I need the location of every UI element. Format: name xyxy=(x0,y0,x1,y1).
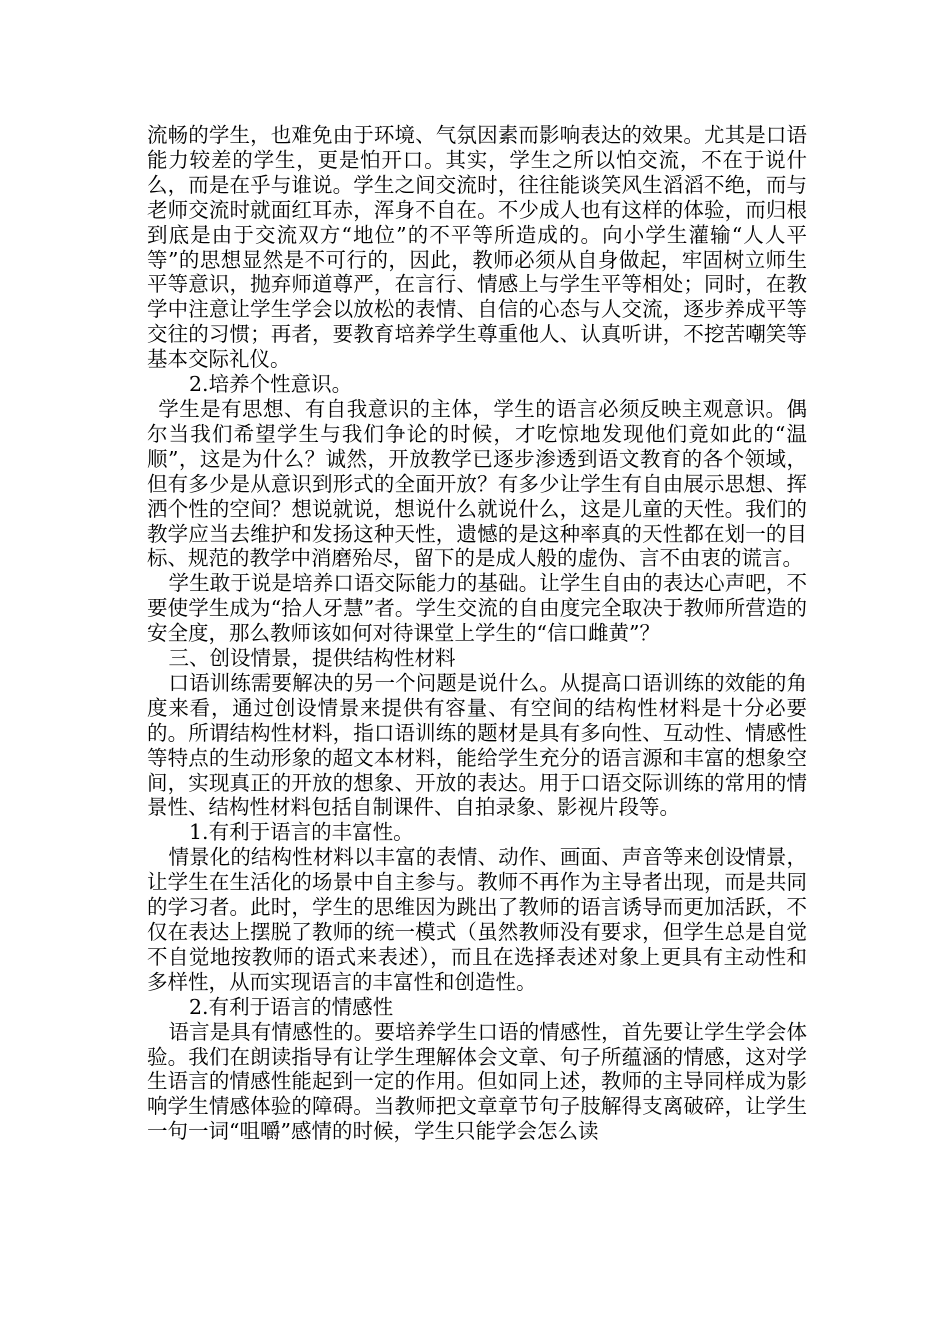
heading-personality-awareness: 2.培养个性意识。 xyxy=(189,372,353,397)
paragraph-structured-materials: 口语训练需要解决的另一个问题是说什么。从提高口语训练的效能的角度来看，通过创设情景来提供有容量、有空间的结构性材料是十分必要的。所谓结构性材料，指口语训练的题材是具有多向性、互动性、情感性等特点的生动形象的超文本材料，能给学生充分的语言源和丰富的想象空间，实现真正的开放的想象、开放的表达。用于口语交际训练的常用的情景性、结构性材料包括自制课件、自拍录象、影视片段等。 xyxy=(147,670,807,820)
section-heading-create-scenarios: 三、创设情景，提供结构性材料 xyxy=(168,646,456,671)
paragraph-dare-to-speak: 学生敢于说是培养口语交际能力的基础。让学生自由的表达心声吧，不要使学生成为“拾人牙慧”者。学生交流的自由度完全取决于教师所营造的安全度，那么教师该如何对待课堂上学生的“信口雌黄”？ xyxy=(147,571,807,646)
heading-language-emotion: 2.有利于语言的情感性 xyxy=(189,994,394,1019)
paragraph-personality-awareness: 学生是有思想、有自我意识的主体，学生的语言必须反映主观意识。偶尔当我们希望学生与我们争论的时候，才吃惊地发现他们竟如此的“温顺”，这是为什么？诚然，开放教学已逐步渗透到语文教育的各个领域，但有多少是从意识到形式的全面开放？有多少让学生有自由展示思想、挥洒个性的空间？想说就说，想说什么就说什么，这是儿童的天性。我们的教学应当去维护和发扬这种天性，遗憾的是这种率真的天性都在划一的目标、规范的教学中消磨殆尽，留下的是成人般的虚伪、言不由衷的谎言。 xyxy=(147,396,807,571)
heading-language-richness: 1.有利于语言的丰富性。 xyxy=(189,820,414,845)
document-body xyxy=(147,123,807,1144)
paragraph-language-emotion: 语言是具有情感性的。要培养学生口语的情感性，首先要让学生学会体验。我们在朗读指导有让学生理解体会文章、句子所蕴涵的情感，这对学生语言的情感性能起到一定的作用。但如同上述，教师的主导同样成为影响学生情感体验的障碍。当教师把文章章节句子肢解得支离破碎，让学生一句一词“咀嚼”感情的时候，学生只能学会怎么读 xyxy=(147,1019,807,1144)
paragraph-equality-continued: 流畅的学生，也难免由于环境、气氛因素而影响表达的效果。尤其是口语能力较差的学生，更是怕开口。其实，学生之所以怕交流，不在于说什么，而是在乎与谁说。学生之间交流时，往往能谈笑风生滔滔不绝，而与老师交流时就面红耳赤，浑身不自在。不少成人也有这样的体验，而归根到底是由于交流双方“地位”的不平等所造成的。向小学生灌输“人人平等”的思想显然是不可行的，因此，教师必须从自身做起，牢固树立师生平等意识，抛弃师道尊严，在言行、情感上与学生平等相处；同时，在教学中注意让学生学会以放松的表情、自信的心态与人交流，逐步养成平等交往的习惯；再者，要教育培养学生尊重他人、认真听讲，不挖苦嘲笑等基本交际礼仪。 xyxy=(147,123,807,372)
paragraph-language-richness: 情景化的结构性材料以丰富的表情、动作、画面、声音等来创设情景，让学生在生活化的场景中自主参与。教师不再作为主导者出现，而是共同的学习者。此时，学生的思维因为跳出了教师的语言诱导而更加活跃，不仅在表达上摆脱了教师的统一模式（虽然教师没有要求，但学生总是自觉不自觉地按教师的语式来表述），而且在选择表述对象上更具有主动性和多样性，从而实现语言的丰富性和创造性。 xyxy=(147,845,807,994)
